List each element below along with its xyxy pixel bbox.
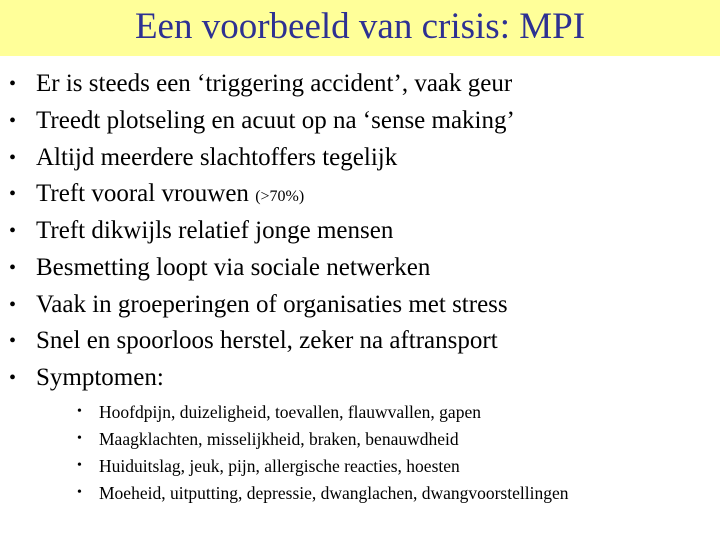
bullet-item-triggering-accident [0,66,720,103]
bullet-icon: • [77,431,82,446]
symptom-item-skin [0,454,720,481]
bullet-icon: • [77,458,82,473]
bullet-item-young-people [0,213,720,250]
symptom-item-headache [0,400,720,427]
bullet-icon: • [9,183,17,206]
symptom-item-stomach [0,427,720,454]
bullet-text: Vaak in groeperingen of organisaties met stress [36,290,508,318]
bullet-item-stress-organisations [0,287,720,324]
percentage-note: (>70%) [255,188,305,206]
slide-title: Een voorbeeld van crisis: MPI [134,6,586,47]
bullet-item-sense-making [0,103,720,140]
symptom-text: Huiduitslag, jeuk, pijn, allergische reacties, hoesten [99,456,460,476]
bullet-icon: • [9,367,17,389]
bullet-list [0,66,720,397]
bullet-item-women [0,176,720,213]
bullet-icon: • [9,109,17,132]
bullet-icon: • [77,404,82,419]
bullet-item-recovery [0,323,720,360]
bullet-text-with-note [36,176,304,215]
bullet-icon: • [77,485,82,500]
bullet-icon: • [9,293,17,316]
bullet-text: Besmetting loopt via sociale netwerken [36,253,431,281]
bullet-text: Er is steeds een ‘triggering accident’, vaak geur [36,70,513,97]
bullet-icon: • [9,330,17,353]
bullet-icon: • [9,146,17,169]
bullet-text: Snel en spoorloos herstel, zeker na aftransport [36,327,498,355]
symptom-text: Hoofdpijn, duizeligheid, toevallen, flauwvallen, gapen [99,402,481,422]
bullet-text: Treft dikwijls relatief jonge mensen [36,217,394,244]
bullet-icon: • [9,220,17,242]
bullet-icon: • [9,73,17,95]
bullet-item-multiple-victims [0,140,720,177]
bullet-text: Treft vooral vrouwen [36,180,256,208]
bullet-icon: • [9,256,17,279]
symptom-text: Maagklachten, misselijkheid, braken, benauwdheid [99,429,459,449]
bullet-item-social-networks [0,250,720,287]
bullet-text: Altijd meerdere slachtoffers tegelijk [36,143,398,171]
bullet-item-symptoms [0,360,720,397]
symptom-list [0,400,720,508]
symptom-text: Moeheid, uitputting, depressie, dwanglachen, dwangvoorstellingen [99,483,569,503]
bullet-text: Symptomen: [36,364,164,391]
symptom-item-fatigue [0,481,720,508]
bullet-text: Treedt plotseling en acuut op na ‘sense making’ [36,106,515,134]
